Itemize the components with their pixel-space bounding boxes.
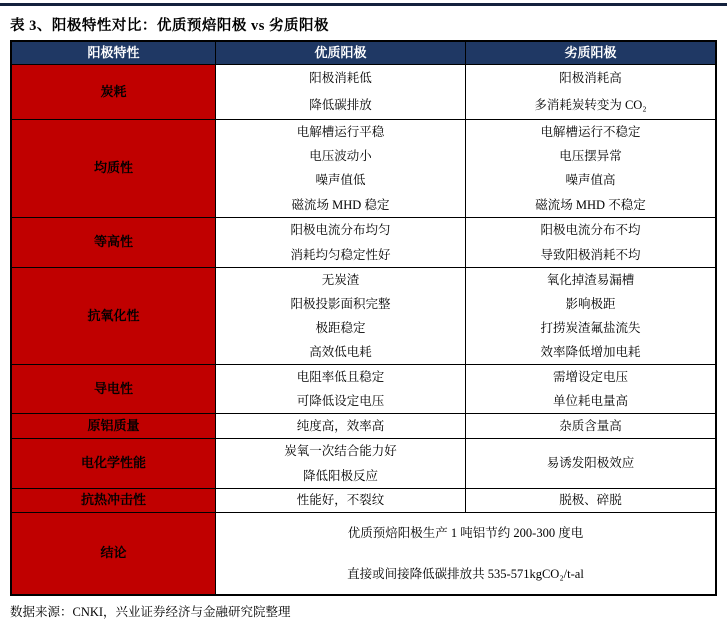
bad-cell xyxy=(466,268,715,364)
good-cell xyxy=(216,268,465,364)
cell-line: 导致阳极消耗不均 xyxy=(540,247,641,262)
cell-line: 消耗均匀稳定性好 xyxy=(290,247,391,262)
header-cell-feature: 阳极特性 xyxy=(12,42,215,64)
cell-line: 降低碳排放 xyxy=(309,98,372,113)
cell-line: 降低阳极反应 xyxy=(302,468,378,483)
cell-line: 阳极消耗高 xyxy=(559,71,622,86)
good-cell xyxy=(216,120,465,217)
cell-line: 磁流场 MHD 稳定 xyxy=(291,197,390,212)
cell-line: 阳极电流分布不均 xyxy=(540,223,641,238)
feature-cell: 抗热冲击性 xyxy=(12,489,215,512)
cell-line: 电阻率低且稳定 xyxy=(296,369,385,384)
good-cell xyxy=(216,414,465,438)
cell-line: 易诱发阳极效应 xyxy=(546,456,635,471)
feature-cell: 炭耗 xyxy=(12,65,215,119)
good-cell xyxy=(216,218,465,267)
cell-line: 高效低电耗 xyxy=(309,344,372,359)
cell-line: 阳极电流分布均匀 xyxy=(290,223,391,238)
bad-cell xyxy=(466,120,715,217)
cell-line: 效率降低增加电耗 xyxy=(540,344,641,359)
header-cell-bad: 劣质阳极 xyxy=(466,42,715,64)
page-title: 表 3、阳极特性对比：优质预焙阳极 vs 劣质阳极 xyxy=(10,18,330,34)
cell-line: 直接或间接降低碳排放共 535-571kgCO₂/t-al xyxy=(347,566,584,581)
bad-cell xyxy=(466,439,715,488)
top-rule-divider xyxy=(0,3,727,6)
cell-line: 纯度高，效率高 xyxy=(296,418,385,433)
cell-line: 优质预焙阳极生产 1 吨铝节约 200-300 度电 xyxy=(347,526,584,541)
cell-line: 打捞炭渣氟盐流失 xyxy=(540,320,641,335)
bad-cell xyxy=(466,489,715,512)
cell-line: 无炭渣 xyxy=(321,272,360,287)
cell-line: 磁流场 MHD 不稳定 xyxy=(535,197,646,212)
cell-line: 阳极消耗低 xyxy=(309,71,372,86)
conclusion-cell xyxy=(216,513,715,594)
good-cell xyxy=(216,365,465,413)
cell-line: 需增设定电压 xyxy=(552,369,628,384)
data-source-note: 数据来源：CNKI，兴业证券经济与金融研究院整理 xyxy=(10,605,291,619)
cell-line: 影响极距 xyxy=(565,296,616,311)
cell-line: 氧化掉渣易漏槽 xyxy=(546,272,635,287)
cell-line: 噪声值高 xyxy=(565,173,616,188)
cell-line: 电压摆异常 xyxy=(559,149,622,164)
good-cell xyxy=(216,439,465,488)
good-cell xyxy=(216,489,465,512)
bad-cell xyxy=(466,365,715,413)
cell-line: 多消耗炭转变为 CO₂ xyxy=(534,98,647,113)
good-cell xyxy=(216,65,465,119)
feature-cell: 均质性 xyxy=(12,120,215,217)
bad-cell xyxy=(466,414,715,438)
feature-cell: 原铝质量 xyxy=(12,414,215,438)
header-cell-good: 优质阳极 xyxy=(216,42,465,64)
cell-line: 性能好，不裂纹 xyxy=(296,493,385,508)
cell-line: 可降低设定电压 xyxy=(296,393,385,408)
cell-line: 电解槽运行平稳 xyxy=(296,124,385,139)
cell-line: 电解槽运行不稳定 xyxy=(540,124,641,139)
cell-line: 单位耗电量高 xyxy=(552,393,628,408)
cell-line: 杂质含量高 xyxy=(559,418,622,433)
bad-cell xyxy=(466,218,715,267)
conclusion-feature-cell: 结论 xyxy=(12,513,215,594)
feature-cell: 电化学性能 xyxy=(12,439,215,488)
bad-cell xyxy=(466,65,715,119)
anode-comparison-table xyxy=(10,40,717,596)
cell-line: 炭氧一次结合能力好 xyxy=(284,444,397,459)
cell-line: 噪声值低 xyxy=(315,173,366,188)
cell-line: 电压波动小 xyxy=(309,149,372,164)
cell-line: 极距稳定 xyxy=(315,320,366,335)
cell-line: 阳极投影面积完整 xyxy=(290,296,391,311)
cell-line: 脱极、碎脱 xyxy=(559,493,622,508)
feature-cell: 抗氧化性 xyxy=(12,268,215,364)
feature-cell: 导电性 xyxy=(12,365,215,413)
feature-cell: 等高性 xyxy=(12,218,215,267)
